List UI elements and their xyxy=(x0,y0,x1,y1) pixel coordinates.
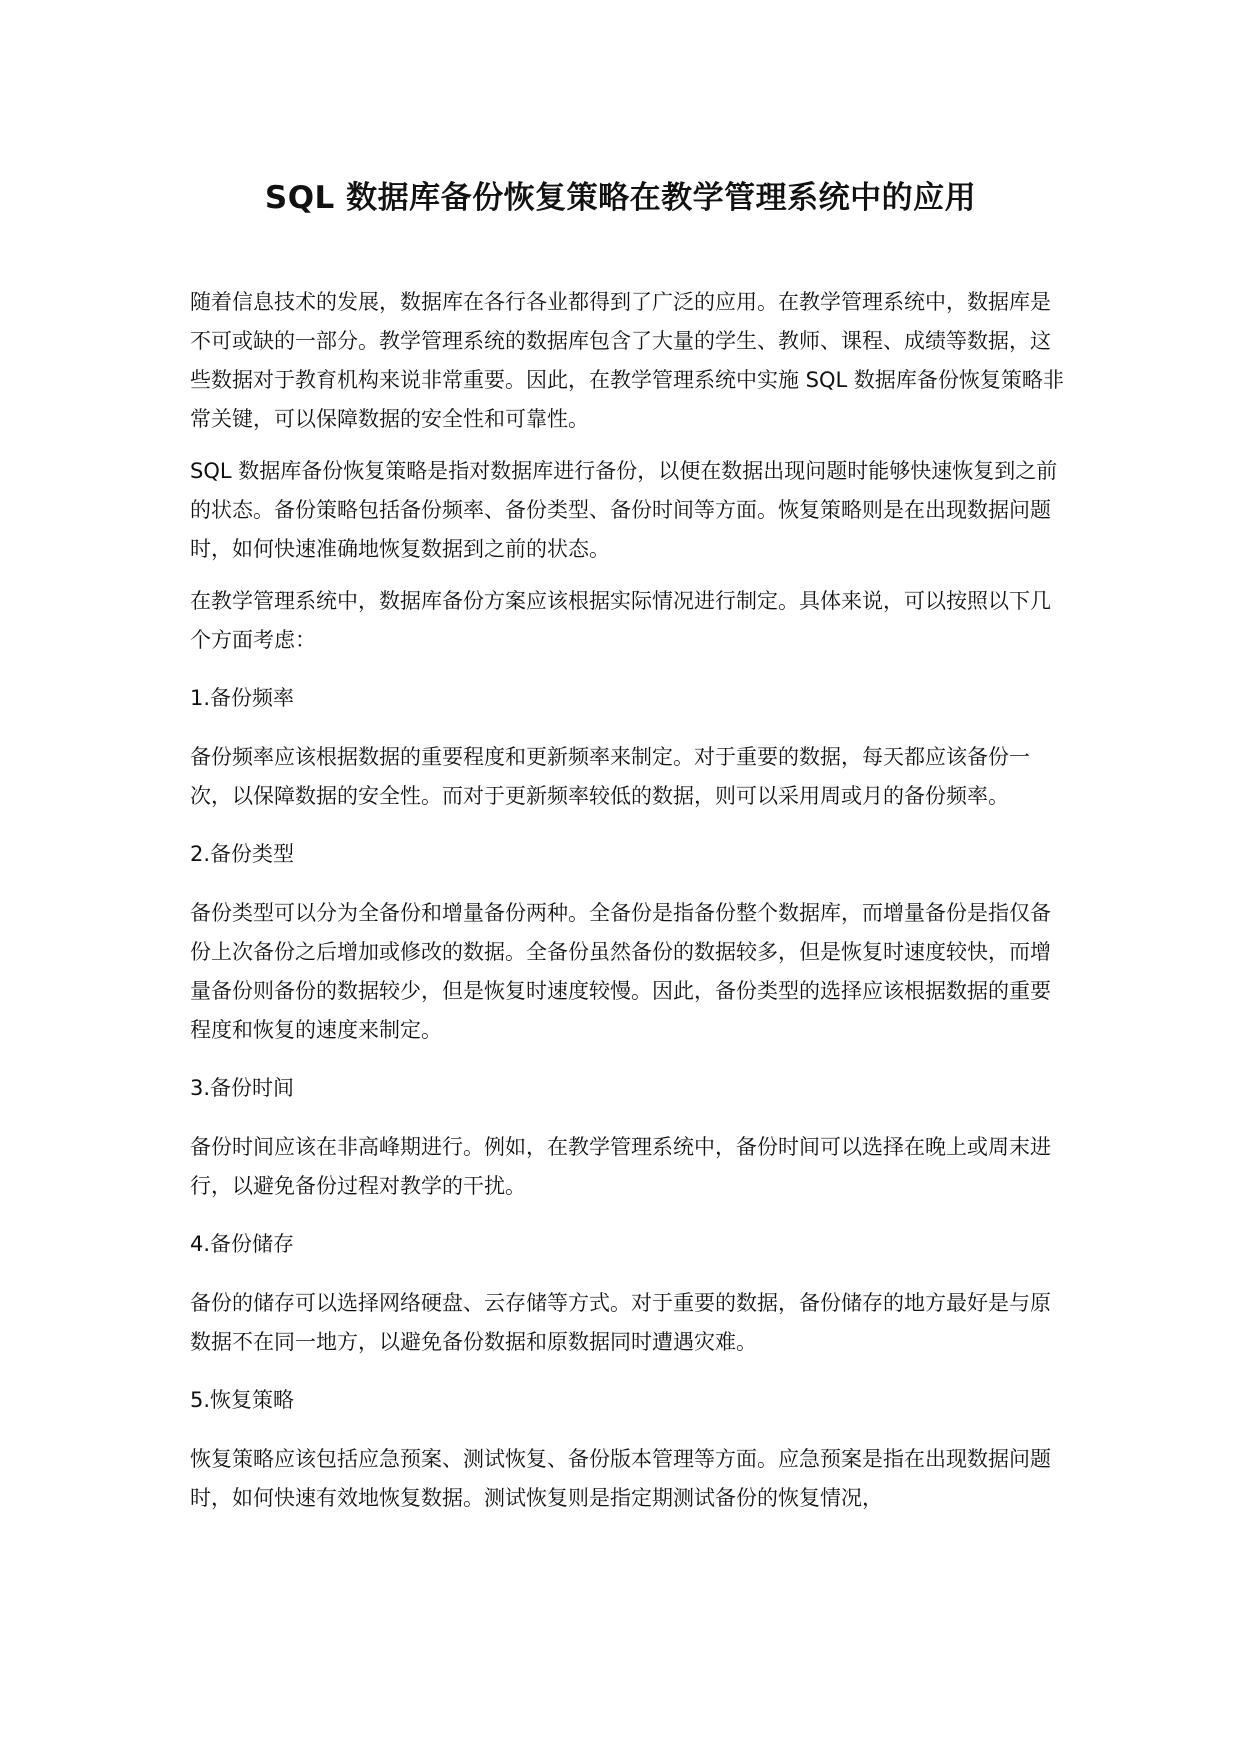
section-heading-backup-frequency: 1.备份频率 xyxy=(190,686,295,710)
intro-paragraph-3: 在教学管理系统中，数据库备份方案应该根据实际情况进行制定。具体来说，可以按照以下几个方面考虑： xyxy=(190,589,1051,652)
section-text-recovery-strategy: 恢复策略应该包括应急预案、测试恢复、备份版本管理等方面。应急预案是指在出现数据问题时，如何快速有效地恢复数据。测试恢复则是指定期测试备份的恢复情况， xyxy=(190,1447,1051,1510)
section-text-backup-type: 备份类型可以分为全备份和增量备份两种。全备份是指备份整个数据库，而增量备份是指仅备份上次备份之后增加或修改的数据。全备份虽然备份的数据较多，但是恢复时速度较快，而增量备份则备份的数据较少，但是恢复时速度较慢。因此，备份类型的选择应该根据数据的重要程度和恢复的速度来制定。 xyxy=(190,901,1051,1042)
document-title: SQL 数据库备份恢复策略在教学管理系统中的应用 xyxy=(264,180,977,216)
section-text-backup-time: 备份时间应该在非高峰期进行。例如，在教学管理系统中，备份时间可以选择在晚上或周末进行，以避免备份过程对教学的干扰。 xyxy=(190,1135,1051,1198)
intro-paragraph-2: SQL 数据库备份恢复策略是指对数据库进行备份，以便在数据出现问题时能够快速恢复到之前的状态。备份策略包括备份频率、备份类型、备份时间等方面。恢复策略则是在出现数据问题时，如何快速准确地恢复数据到之前的状态。 xyxy=(190,459,1058,561)
section-heading-backup-storage: 4.备份储存 xyxy=(190,1232,295,1256)
intro-paragraph-1: 随着信息技术的发展，数据库在各行各业都得到了广泛的应用。在教学管理系统中，数据库是不可或缺的一部分。教学管理系统的数据库包含了大量的学生、教师、课程、成绩等数据，这些数据对于教育机构来说非常重要。因此，在教学管理系统中实施 SQL 数据库备份恢复策略非常关键，可以保障数据的安全性和可靠性。 xyxy=(190,290,1064,431)
section-heading-recovery-strategy: 5.恢复策略 xyxy=(190,1388,295,1412)
section-text-backup-frequency: 备份频率应该根据数据的重要程度和更新频率来制定。对于重要的数据，每天都应该备份一次，以保障数据的安全性。而对于更新频率较低的数据，则可以采用周或月的备份频率。 xyxy=(190,745,1030,808)
section-heading-backup-type: 2.备份类型 xyxy=(190,842,295,866)
section-heading-backup-time: 3.备份时间 xyxy=(190,1076,295,1100)
document-body xyxy=(190,283,1070,1531)
section-text-backup-storage: 备份的储存可以选择网络硬盘、云存储等方式。对于重要的数据，备份储存的地方最好是与原数据不在同一地方，以避免备份数据和原数据同时遭遇灾难。 xyxy=(190,1291,1051,1354)
